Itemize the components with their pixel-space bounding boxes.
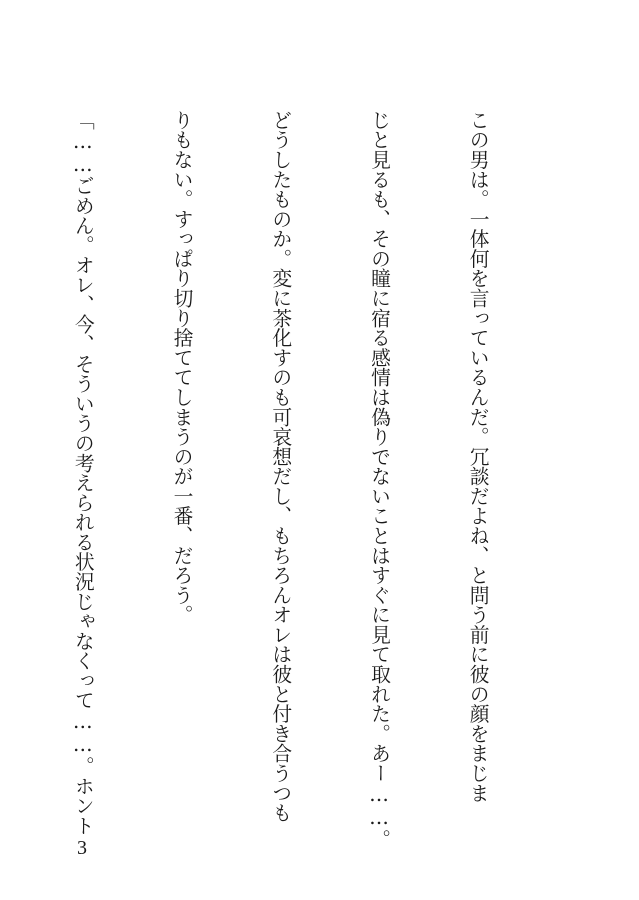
text-line-4: りもない。すっぱり切り捨ててしまうのが一番、だろう。 bbox=[170, 110, 194, 625]
text-line-3: どうしたものか。変に茶化すのも可哀想だし、もちろんオレは彼と付き合うつも bbox=[268, 110, 292, 823]
text-line-1: この男は。一体何を言っているんだ。冗談だよね、と問う前に彼の顔をまじま bbox=[466, 110, 490, 803]
text-line-5: 「……ごめん。オレ、今、そういうの考えられる状況じゃなくって……。ホント bbox=[71, 110, 95, 836]
text-line-2: じと見るも、その瞳に宿る感情は偽りでないことはすぐに見て取れた。あー……。 bbox=[367, 110, 391, 849]
body-text bbox=[0, 110, 559, 849]
page-number: 3 bbox=[77, 837, 87, 859]
